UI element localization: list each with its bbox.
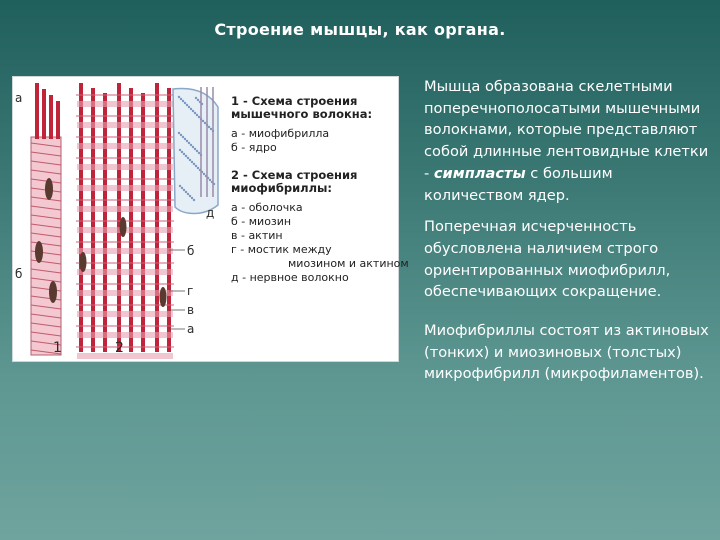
synaptic-vesicle [178,96,180,98]
figure-label-v: в [187,303,195,317]
a-band [77,101,173,107]
synaptic-vesicle [193,199,195,201]
synaptic-vesicle [194,148,196,150]
a-band [77,353,173,359]
synaptic-vesicle [188,142,190,144]
nucleus [49,281,57,303]
synaptic-vesicle [190,144,192,146]
a-band [77,290,173,296]
synaptic-vesicle [195,97,197,99]
synaptic-vesicle [210,128,212,130]
legend-item: а - оболочка [231,201,303,214]
myofibril-end [49,95,53,139]
synaptic-vesicle [191,161,193,163]
synaptic-vesicle [192,110,194,112]
a-band [77,206,173,212]
figure-label-b-left: б [15,267,23,281]
paragraph-2: Поперечная исчерченность обусловлена наличием строго ориентированных миофибрилл, обеспечивающих сокращение. [424,218,671,301]
figure-label-b-mid: б [187,244,195,258]
synaptic-vesicle [185,155,187,157]
legend-item: в - актин [231,229,283,242]
synaptic-vesicle [187,157,189,159]
muscle-fiber [31,137,61,355]
legend-heading-1: 1 - Схема строения мышечного волокна: [231,94,373,121]
synaptic-vesicle [185,191,187,193]
synaptic-vesicle [184,102,186,104]
figure-legend [231,94,409,285]
synaptic-vesicle [182,136,184,138]
legend-item: г - мостик между [231,243,332,256]
figure-label-d: д [206,206,215,220]
legend-heading-2: 2 - Схема строения миофибриллы: [231,168,358,195]
paragraph-1-text: Мышца образована скелетными поперечнополосатыми мышечными волокнами, которые представляют собой длинные лентовидные клетки - [424,78,709,182]
synaptic-vesicle [208,126,210,128]
legend-item: б - ядро [231,141,277,154]
paragraph-1-end: с большим количеством ядер. [424,164,613,204]
synaptic-vesicle [194,112,196,114]
synaptic-vesicle [190,108,192,110]
synaptic-vesicle [192,146,194,148]
figure-label-a-left: а [15,91,23,105]
a-band [77,143,173,149]
a-band [77,122,173,128]
synaptic-vesicle [209,179,211,181]
synaptic-vesicle [178,132,180,134]
nucleus [160,287,167,307]
figure-label-2: 2 [115,340,124,356]
description-text [424,76,710,385]
synaptic-vesicle [189,159,191,161]
synaptic-vesicle [188,106,190,108]
a-band [77,164,173,170]
paragraph-3: Миофибриллы состоят из актиновых (тонких) и миозиновых (толстых) микрофибрилл (микрофиламентов). [424,322,709,383]
synaptic-vesicle [197,167,199,169]
synaptic-vesicle [202,120,204,122]
legend-item: д - нервное волокно [231,271,349,284]
synaptic-vesicle [186,140,188,142]
a-band [77,248,173,254]
synaptic-vesicle [196,150,198,152]
figure-label-g: г [187,284,194,298]
synaptic-vesicle [195,165,197,167]
synaptic-vesicle [189,195,191,197]
synaptic-vesicle [179,149,181,151]
synaptic-vesicle [187,193,189,195]
synaptic-vesicle [198,152,200,154]
myofibril-end [56,101,60,139]
synaptic-vesicle [180,134,182,136]
nucleus [35,241,43,263]
myofibril-end [35,83,39,139]
legend-item: миозином и актином [288,257,409,270]
synaptic-vesicle [180,98,182,100]
synaptic-vesicle [203,173,205,175]
synaptic-vesicle [183,153,185,155]
nucleus [120,217,127,237]
figure-label-1: 1 [53,340,62,356]
synaptic-vesicle [198,116,200,118]
legend-item: б - миозин [231,215,292,228]
synaptic-vesicle [197,99,199,101]
synaptic-vesicle [186,104,188,106]
synaptic-vesicle [182,100,184,102]
synaptic-vesicle [184,138,186,140]
symplast-term: симпласты [433,164,526,182]
slide-title: Строение мышцы, как органа. [214,20,506,39]
synaptic-vesicle [191,197,193,199]
muscle-figure [12,76,409,362]
synaptic-vesicle [193,163,195,165]
a-band [77,185,173,191]
synaptic-vesicle [183,189,185,191]
nucleus [80,252,87,272]
synaptic-vesicle [181,187,183,189]
synaptic-vesicle [181,151,183,153]
a-band [77,332,173,338]
a-band [77,269,173,275]
myofibril-end [42,89,46,139]
legend-item: а - миофибрилла [231,127,330,140]
synaptic-vesicle [204,122,206,124]
synaptic-vesicle [179,185,181,187]
a-band [77,311,173,317]
figure-label-a-mid: а [187,322,195,336]
paragraph-1 [424,76,710,206]
synaptic-vesicle [196,114,198,116]
nucleus [45,178,53,200]
